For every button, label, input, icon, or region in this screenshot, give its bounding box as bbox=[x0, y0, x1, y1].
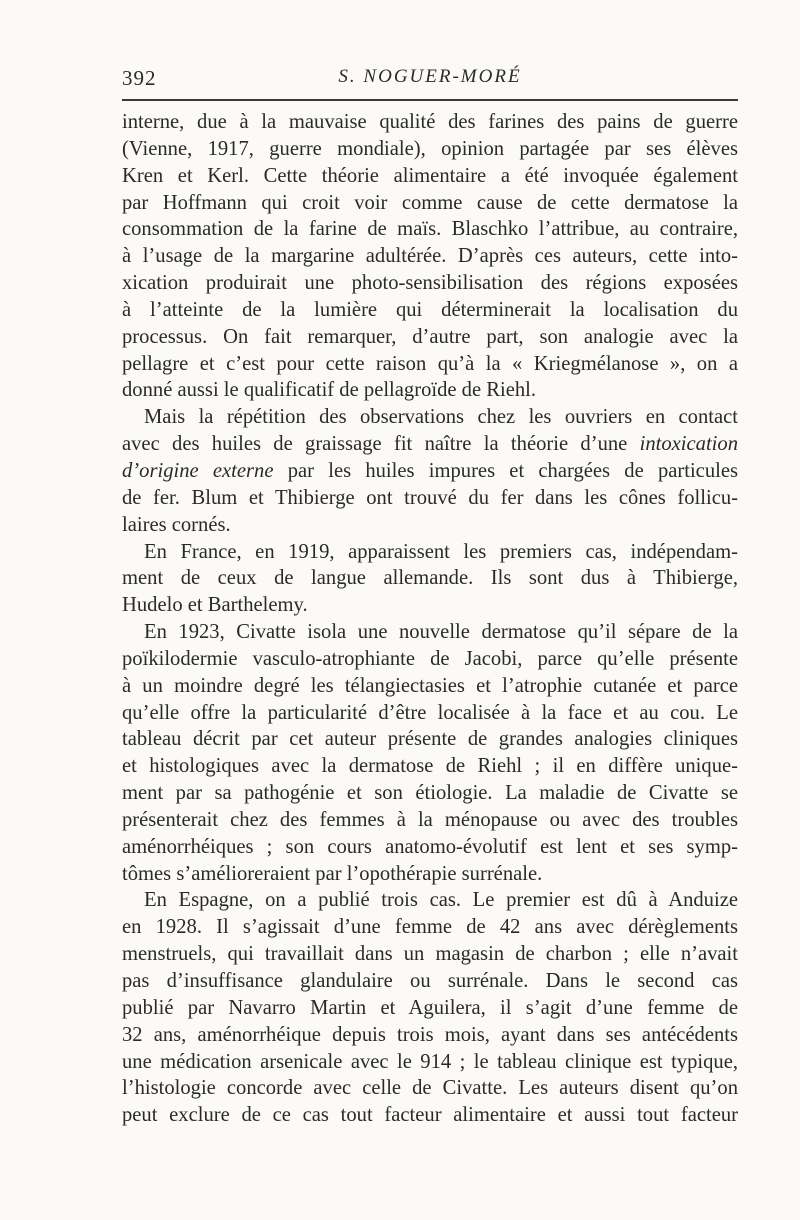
text-line bbox=[122, 1049, 738, 1076]
line-text: tableau décrit par cet auteur présente de grandes analogies cliniques bbox=[122, 728, 738, 751]
text-line bbox=[122, 1022, 738, 1049]
text-line bbox=[122, 1102, 738, 1129]
line-text: poïkilodermie vasculo-atrophiante de Jacobi, parce qu’elle présente bbox=[122, 647, 738, 670]
text-line bbox=[122, 377, 738, 404]
line-text: Mais la répétition des observations chez les ouvriers en contact bbox=[144, 406, 738, 429]
text-line bbox=[122, 324, 738, 351]
line-text: publié par Navarro Martin et Aguilera, il s’agit d’une femme de bbox=[122, 996, 738, 1019]
line-text: de fer. Blum et Thibierge ont trouvé du fer dans les cônes follicu- bbox=[122, 486, 738, 509]
text-line bbox=[122, 163, 738, 190]
line-text: une médication arsenicale avec le 914 ; le tableau clinique est typique, bbox=[122, 1050, 738, 1073]
line-text: laires cornés. bbox=[122, 513, 231, 536]
running-head: S. NOGUER-MORÉ bbox=[338, 66, 522, 87]
text-line bbox=[122, 807, 738, 834]
text-line bbox=[122, 753, 738, 780]
text-line bbox=[122, 539, 738, 566]
line-text: pas d’insuffisance glandulaire ou surrénale. Dans le second cas bbox=[122, 970, 738, 992]
line-text: 32 ans, aménorrhéique depuis trois mois, ayant dans ses antécédents bbox=[122, 1023, 738, 1046]
text-line bbox=[122, 914, 738, 941]
line-text: en 1928. Il s’agissait d’une femme de 42 ans avec dérèglements bbox=[122, 916, 738, 939]
line-text: En Espagne, on a publié trois cas. Le premier est dû à Anduize bbox=[144, 889, 738, 912]
line-text: à l’atteinte de la lumière qui déterminerait la localisation du bbox=[122, 298, 738, 321]
line-text: xication produirait une photo-sensibilisation des régions exposées bbox=[122, 272, 738, 295]
text-line bbox=[122, 190, 738, 217]
text-line bbox=[122, 351, 738, 378]
text-line bbox=[122, 726, 738, 753]
line-text: ment de ceux de langue allemande. Ils sont dus à Thibierge, bbox=[122, 567, 738, 590]
text-line bbox=[122, 431, 738, 458]
line-text: interne, due à la mauvaise qualité des farines des pains de guerre bbox=[122, 111, 738, 133]
line-text: Kren et Kerl. Cette théorie alimentaire a été invoquée également bbox=[122, 164, 738, 187]
italic-text: intoxication bbox=[639, 433, 738, 456]
line-text: qu’elle offre la particularité d’être localisée à la face et au cou. Le bbox=[122, 701, 738, 724]
text-line bbox=[122, 565, 738, 592]
line-text: donné aussi le qualificatif de pellagroïde de Riehl. bbox=[122, 379, 537, 402]
text-line bbox=[122, 995, 738, 1022]
text-line bbox=[122, 216, 738, 243]
text-line bbox=[122, 485, 738, 512]
line-text: présenterait chez des femmes à la ménopause ou avec des troubles bbox=[122, 808, 738, 831]
line-text: Hudelo et Barthelemy. bbox=[122, 594, 308, 617]
line-text: En France, en 1919, apparaissent les premiers cas, indépendam- bbox=[144, 540, 738, 563]
line-text: par Hoffmann qui croit voir comme cause de cette dermatose la bbox=[122, 191, 738, 214]
text-line bbox=[122, 834, 738, 861]
header-rule bbox=[122, 99, 738, 101]
line-text: à un moindre degré les télangiectasies et l’atrophie cutanée et parce bbox=[122, 674, 738, 697]
text-line bbox=[122, 297, 738, 324]
line-text: ment par sa pathogénie et son étiologie. La maladie de Civatte se bbox=[122, 782, 738, 805]
text-line bbox=[122, 270, 738, 297]
line-text: l’histologie concorde avec celle de Civatte. Les auteurs disent qu’on bbox=[122, 1077, 738, 1100]
line-text: à l’usage de la margarine adultérée. D’après ces auteurs, cette into- bbox=[122, 245, 738, 268]
line-text: En 1923, Civatte isola une nouvelle dermatose qu’il sépare de la bbox=[144, 621, 738, 644]
page-number: 392 bbox=[122, 66, 157, 90]
text-line bbox=[122, 458, 738, 485]
text-line bbox=[122, 700, 738, 727]
text-line bbox=[122, 619, 738, 646]
body-text bbox=[122, 109, 738, 1129]
text-line bbox=[122, 404, 738, 431]
text-line bbox=[122, 512, 738, 539]
text-line bbox=[122, 1075, 738, 1102]
line-text: aménorrhéiques ; son cours anatomo-évolutif est lent et ses symp- bbox=[122, 835, 738, 858]
line-text: peut exclure de ce cas tout facteur alimentaire et aussi tout facteur bbox=[122, 1104, 738, 1127]
line-text: processus. On fait remarquer, d’autre part, son analogie avec la bbox=[122, 325, 738, 348]
line-text: par les huiles impures et chargées de particules bbox=[273, 459, 738, 482]
line-text: pellagre et c’est pour cette raison qu’à la « Kriegmélanose », on a bbox=[122, 352, 738, 375]
text-line bbox=[122, 780, 738, 807]
text-line bbox=[122, 109, 738, 136]
line-text: (Vienne, 1917, guerre mondiale), opinion partagée par ses élèves bbox=[122, 137, 738, 160]
line-text: et histologiques avec la dermatose de Riehl ; il en diffère unique- bbox=[122, 755, 738, 778]
text-line bbox=[122, 673, 738, 700]
page-header bbox=[122, 66, 738, 96]
italic-text: d’origine externe bbox=[122, 459, 274, 482]
text-line bbox=[122, 968, 738, 995]
text-line bbox=[122, 887, 738, 914]
line-text: consommation de la farine de maïs. Blaschko l’attribue, au contraire, bbox=[122, 218, 738, 241]
text-line bbox=[122, 592, 738, 619]
line-text: menstruels, qui travaillait dans un magasin de charbon ; elle n’avait bbox=[122, 943, 738, 966]
text-line bbox=[122, 136, 738, 163]
text-line bbox=[122, 941, 738, 968]
text-line bbox=[122, 243, 738, 270]
text-line bbox=[122, 646, 738, 673]
line-text: avec des huiles de graissage fit naître la théorie d’une bbox=[122, 433, 628, 456]
text-line bbox=[122, 861, 738, 888]
line-text: tômes s’amélioreraient par l’opothérapie surrénale. bbox=[122, 862, 543, 885]
